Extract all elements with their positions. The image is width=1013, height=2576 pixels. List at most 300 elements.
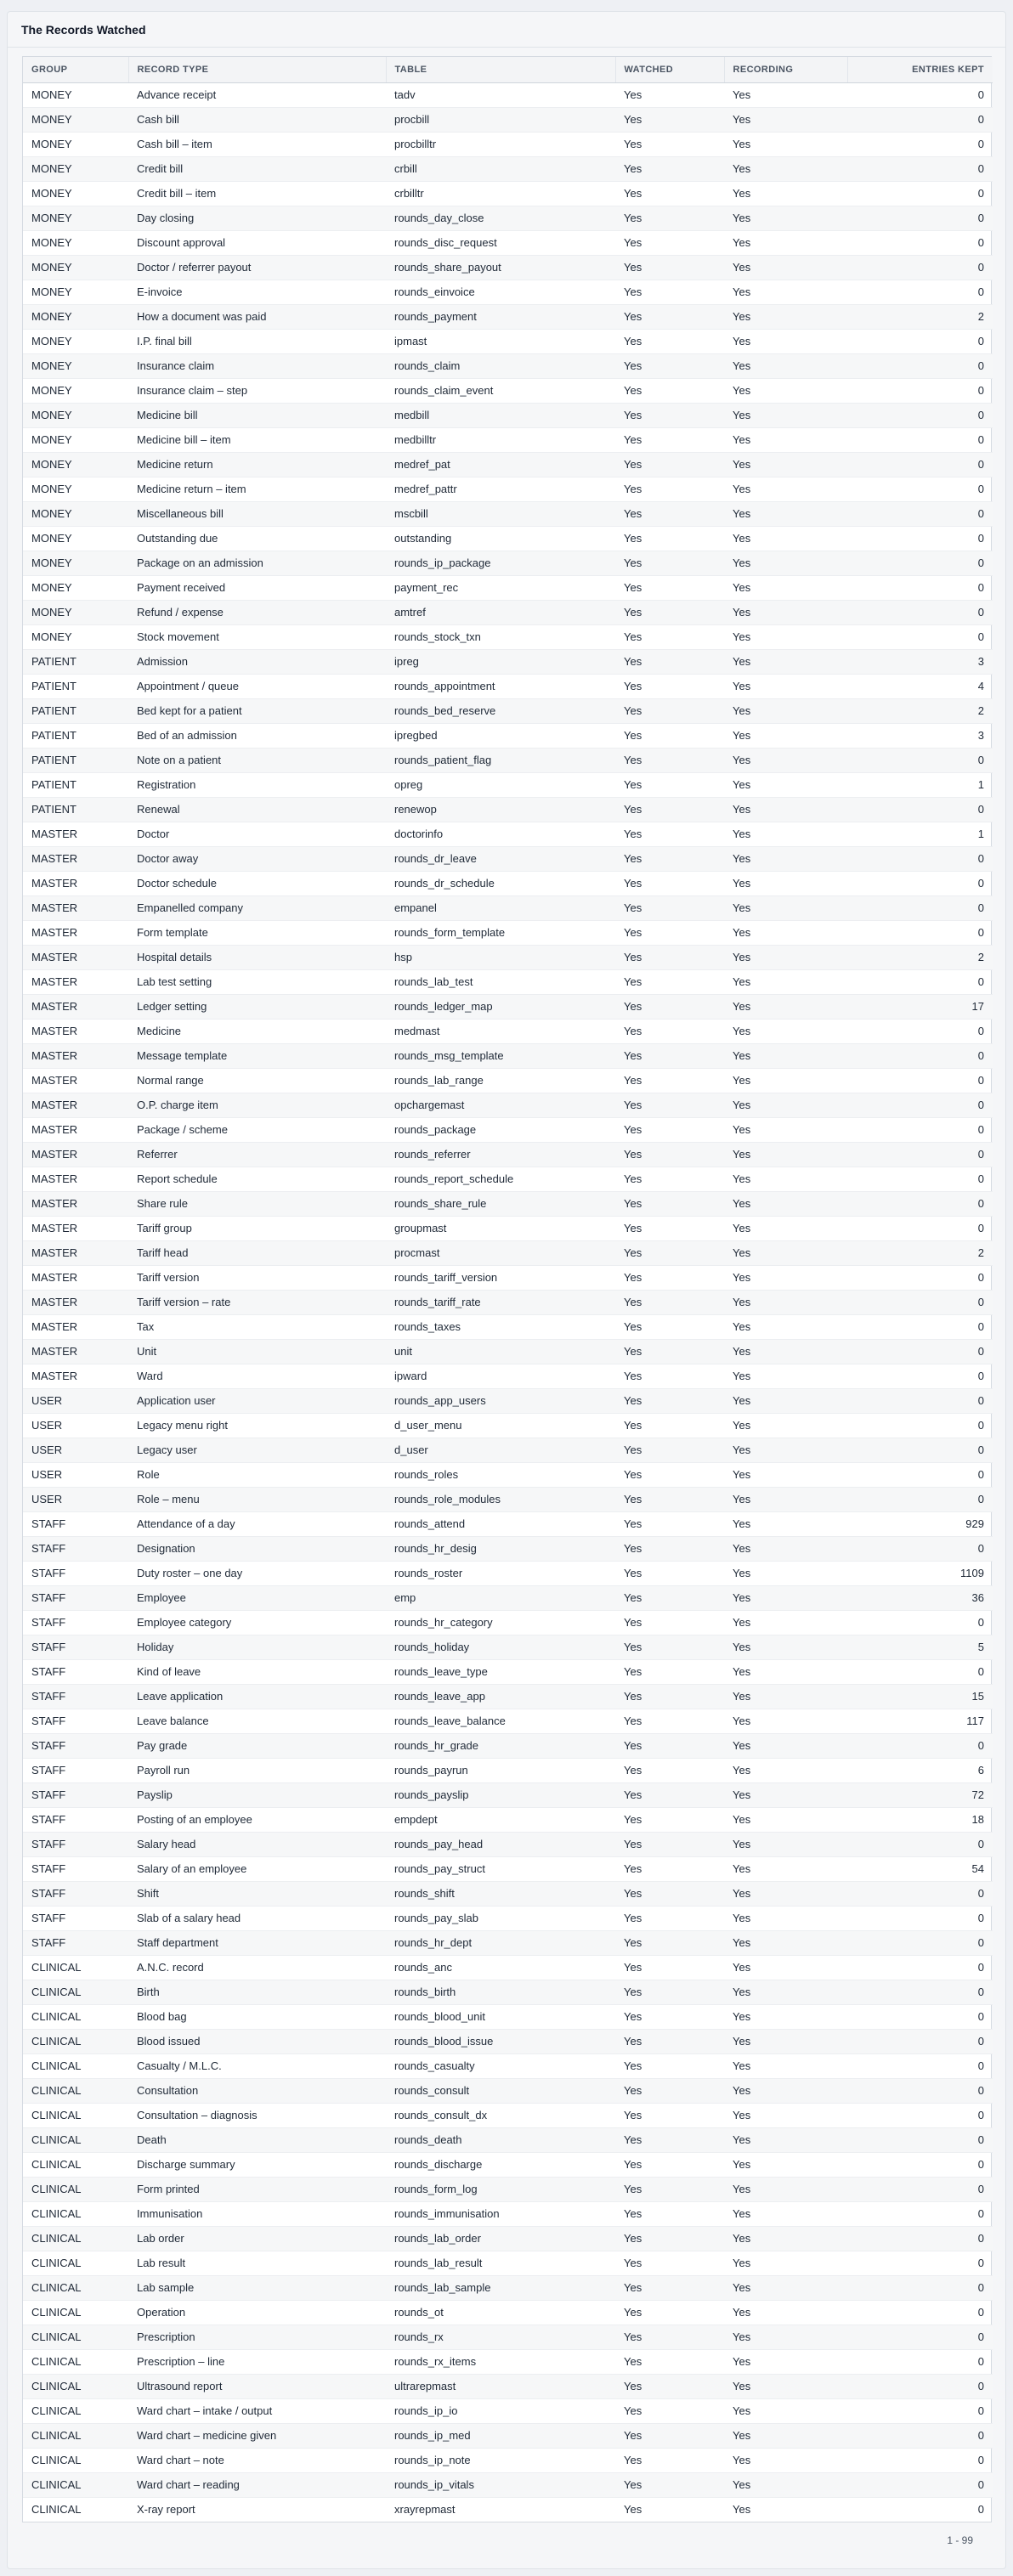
- group-cell: STAFF: [23, 1930, 128, 1955]
- group-cell: CLINICAL: [23, 2226, 128, 2251]
- table-row[interactable]: [23, 2201, 993, 2226]
- group-cell: MASTER: [23, 1290, 128, 1314]
- table-row[interactable]: [23, 649, 993, 674]
- table-row[interactable]: [23, 1413, 993, 1438]
- table-row[interactable]: [23, 1758, 993, 1782]
- recording-cell: Yes: [724, 1364, 847, 1388]
- table-row[interactable]: [23, 1093, 993, 1117]
- table-row[interactable]: [23, 1438, 993, 1462]
- table-row[interactable]: [23, 2103, 993, 2127]
- watched-cell: Yes: [615, 1019, 724, 1043]
- group-cell: CLINICAL: [23, 2201, 128, 2226]
- record-type-cell: Tariff version: [128, 1265, 386, 1290]
- record-type-cell: Form template: [128, 920, 386, 945]
- table-row[interactable]: [23, 1930, 993, 1955]
- table-row[interactable]: [23, 624, 993, 649]
- table-row[interactable]: [23, 1610, 993, 1635]
- record-type-cell: Blood bag: [128, 2004, 386, 2029]
- table-row[interactable]: [23, 280, 993, 304]
- table-row[interactable]: [23, 772, 993, 797]
- watched-cell: Yes: [615, 2349, 724, 2374]
- table-name-cell: rounds_immunisation: [386, 2201, 615, 2226]
- entries-kept-cell: 3: [847, 723, 993, 748]
- watched-cell: Yes: [615, 674, 724, 698]
- table-row[interactable]: [23, 82, 993, 107]
- table-name-cell: rounds_rx_items: [386, 2349, 615, 2374]
- recording-cell: Yes: [724, 1117, 847, 1142]
- table-row[interactable]: [23, 1856, 993, 1881]
- watched-cell: Yes: [615, 772, 724, 797]
- recording-cell: Yes: [724, 1856, 847, 1881]
- watched-cell: Yes: [615, 2152, 724, 2177]
- recording-cell: Yes: [724, 1733, 847, 1758]
- table-row[interactable]: [23, 2300, 993, 2325]
- group-cell: STAFF: [23, 1635, 128, 1659]
- table-name-cell: hsp: [386, 945, 615, 969]
- entries-kept-cell: 0: [847, 2275, 993, 2300]
- table-row[interactable]: [23, 600, 993, 624]
- recording-cell: Yes: [724, 2275, 847, 2300]
- table-row[interactable]: [23, 378, 993, 403]
- record-type-cell: Doctor schedule: [128, 871, 386, 895]
- table-row[interactable]: [23, 1339, 993, 1364]
- record-type-cell: Lab test setting: [128, 969, 386, 994]
- table-row[interactable]: [23, 1487, 993, 1511]
- record-type-cell: Slab of a salary head: [128, 1906, 386, 1930]
- table-row[interactable]: [23, 2472, 993, 2497]
- table-name-cell: rounds_payslip: [386, 1782, 615, 1807]
- table-row[interactable]: [23, 1561, 993, 1585]
- entries-kept-cell: 0: [847, 1930, 993, 1955]
- watched-cell: Yes: [615, 132, 724, 156]
- entries-kept-cell: 0: [847, 2349, 993, 2374]
- watched-cell: Yes: [615, 1240, 724, 1265]
- recording-cell: Yes: [724, 1930, 847, 1955]
- table-name-cell: medref_pat: [386, 452, 615, 477]
- entries-kept-cell: 1: [847, 772, 993, 797]
- table-row[interactable]: [23, 2127, 993, 2152]
- table-name-cell: rounds_dr_leave: [386, 846, 615, 871]
- entries-kept-cell: 0: [847, 2251, 993, 2275]
- table-row[interactable]: [23, 551, 993, 575]
- table-row[interactable]: [23, 2349, 993, 2374]
- table-name-cell: rounds_blood_issue: [386, 2029, 615, 2053]
- table-row[interactable]: [23, 575, 993, 600]
- table-row[interactable]: [23, 427, 993, 452]
- table-row[interactable]: [23, 1511, 993, 1536]
- recording-cell: Yes: [724, 1339, 847, 1364]
- group-cell: MASTER: [23, 822, 128, 846]
- table-row[interactable]: [23, 2423, 993, 2448]
- group-cell: MONEY: [23, 156, 128, 181]
- entries-kept-cell: 0: [847, 181, 993, 206]
- group-cell: STAFF: [23, 1709, 128, 1733]
- record-type-cell: A.N.C. record: [128, 1955, 386, 1980]
- table-row[interactable]: [23, 1980, 993, 2004]
- recording-cell: Yes: [724, 649, 847, 674]
- table-name-cell: rounds_ip_vitals: [386, 2472, 615, 2497]
- table-row[interactable]: [23, 526, 993, 551]
- group-cell: STAFF: [23, 1511, 128, 1536]
- table-name-cell: rounds_payment: [386, 304, 615, 329]
- watched-cell: Yes: [615, 1610, 724, 1635]
- table-row[interactable]: [23, 1240, 993, 1265]
- entries-kept-cell: 0: [847, 1906, 993, 1930]
- table-row[interactable]: [23, 797, 993, 822]
- entries-kept-cell: 0: [847, 156, 993, 181]
- record-type-cell: Designation: [128, 1536, 386, 1561]
- recording-cell: Yes: [724, 1093, 847, 1117]
- table-name-cell: rounds_dr_schedule: [386, 871, 615, 895]
- table-row[interactable]: [23, 1733, 993, 1758]
- table-row[interactable]: [23, 2325, 993, 2349]
- table-name-cell: rounds_package: [386, 1117, 615, 1142]
- record-type-cell: Medicine bill: [128, 403, 386, 427]
- record-type-cell: How a document was paid: [128, 304, 386, 329]
- table-row[interactable]: [23, 1635, 993, 1659]
- table-row[interactable]: [23, 1906, 993, 1930]
- group-cell: MONEY: [23, 600, 128, 624]
- watched-cell: Yes: [615, 206, 724, 230]
- column-header-group[interactable]: GROUP: [23, 57, 128, 82]
- recording-cell: Yes: [724, 156, 847, 181]
- table-row[interactable]: [23, 1019, 993, 1043]
- table-name-cell: ultrarepmast: [386, 2374, 615, 2398]
- table-name-cell: d_user: [386, 1438, 615, 1462]
- column-header-entries-kept[interactable]: ENTRIES KEPT: [847, 57, 993, 82]
- table-row[interactable]: [23, 1388, 993, 1413]
- record-type-cell: Ward chart – intake / output: [128, 2398, 386, 2423]
- record-type-cell: Report schedule: [128, 1167, 386, 1191]
- table-name-cell: rounds_consult_dx: [386, 2103, 615, 2127]
- watched-cell: Yes: [615, 1265, 724, 1290]
- group-cell: PATIENT: [23, 649, 128, 674]
- record-type-cell: Medicine: [128, 1019, 386, 1043]
- watched-cell: Yes: [615, 1487, 724, 1511]
- table-row[interactable]: [23, 2251, 993, 2275]
- watched-cell: Yes: [615, 501, 724, 526]
- table-row[interactable]: [23, 1462, 993, 1487]
- table-row[interactable]: [23, 181, 993, 206]
- table-name-cell: rounds_blood_unit: [386, 2004, 615, 2029]
- watched-cell: Yes: [615, 1339, 724, 1364]
- watched-cell: Yes: [615, 1043, 724, 1068]
- watched-cell: Yes: [615, 156, 724, 181]
- entries-kept-cell: 0: [847, 353, 993, 378]
- table-row[interactable]: [23, 1043, 993, 1068]
- column-header-recording[interactable]: RECORDING: [724, 57, 847, 82]
- table-name-cell: rounds_shift: [386, 1881, 615, 1906]
- record-type-cell: Refund / expense: [128, 600, 386, 624]
- table-row[interactable]: [23, 2374, 993, 2398]
- entries-kept-cell: 1109: [847, 1561, 993, 1585]
- table-row[interactable]: [23, 1265, 993, 1290]
- watched-cell: Yes: [615, 2423, 724, 2448]
- entries-kept-cell: 0: [847, 255, 993, 280]
- entries-kept-cell: 0: [847, 1216, 993, 1240]
- table-name-cell: rounds_attend: [386, 1511, 615, 1536]
- watched-cell: Yes: [615, 2103, 724, 2127]
- recording-cell: Yes: [724, 2349, 847, 2374]
- group-cell: STAFF: [23, 1585, 128, 1610]
- watched-cell: Yes: [615, 649, 724, 674]
- recording-cell: Yes: [724, 920, 847, 945]
- table-row[interactable]: [23, 994, 993, 1019]
- table-row[interactable]: [23, 1955, 993, 1980]
- watched-cell: Yes: [615, 723, 724, 748]
- watched-cell: Yes: [615, 353, 724, 378]
- record-type-cell: Ward chart – medicine given: [128, 2423, 386, 2448]
- table-row[interactable]: [23, 2398, 993, 2423]
- table-row[interactable]: [23, 452, 993, 477]
- table-row[interactable]: [23, 230, 993, 255]
- table-name-cell: rounds_form_log: [386, 2177, 615, 2201]
- table-row[interactable]: [23, 945, 993, 969]
- table-name-cell: rounds_hr_grade: [386, 1733, 615, 1758]
- group-cell: STAFF: [23, 1684, 128, 1709]
- record-type-cell: Form printed: [128, 2177, 386, 2201]
- group-cell: MASTER: [23, 1068, 128, 1093]
- recording-cell: Yes: [724, 1314, 847, 1339]
- group-cell: MASTER: [23, 1019, 128, 1043]
- watched-cell: Yes: [615, 1142, 724, 1167]
- group-cell: MASTER: [23, 1117, 128, 1142]
- table-row[interactable]: [23, 871, 993, 895]
- table-row[interactable]: [23, 2177, 993, 2201]
- table-name-cell: unit: [386, 1339, 615, 1364]
- table-row[interactable]: [23, 1709, 993, 1733]
- table-row[interactable]: [23, 846, 993, 871]
- table-name-cell: procbill: [386, 107, 615, 132]
- column-header-record-type[interactable]: RECORD TYPE: [128, 57, 386, 82]
- table-name-cell: rounds_hr_desig: [386, 1536, 615, 1561]
- table-row[interactable]: [23, 501, 993, 526]
- table-row[interactable]: [23, 698, 993, 723]
- group-cell: MASTER: [23, 1093, 128, 1117]
- watched-cell: Yes: [615, 920, 724, 945]
- table-row[interactable]: [23, 477, 993, 501]
- group-cell: CLINICAL: [23, 2152, 128, 2177]
- table-row[interactable]: [23, 1167, 993, 1191]
- table-row[interactable]: [23, 920, 993, 945]
- recording-cell: Yes: [724, 501, 847, 526]
- table-row[interactable]: [23, 2029, 993, 2053]
- table-name-cell: medref_pattr: [386, 477, 615, 501]
- entries-kept-cell: 0: [847, 871, 993, 895]
- entries-kept-cell: 0: [847, 846, 993, 871]
- recording-cell: Yes: [724, 427, 847, 452]
- watched-cell: Yes: [615, 1881, 724, 1906]
- table-row[interactable]: [23, 1659, 993, 1684]
- table-row[interactable]: [23, 822, 993, 846]
- entries-kept-cell: 0: [847, 551, 993, 575]
- recording-cell: Yes: [724, 1980, 847, 2004]
- table-row[interactable]: [23, 107, 993, 132]
- record-type-cell: Medicine bill – item: [128, 427, 386, 452]
- table-row[interactable]: [23, 1881, 993, 1906]
- recording-cell: Yes: [724, 1240, 847, 1265]
- table-row[interactable]: [23, 1832, 993, 1856]
- entries-kept-cell: 0: [847, 1019, 993, 1043]
- table-row[interactable]: [23, 2004, 993, 2029]
- table-name-cell: rounds_share_payout: [386, 255, 615, 280]
- table-row[interactable]: [23, 1216, 993, 1240]
- table-row[interactable]: [23, 156, 993, 181]
- table-row[interactable]: [23, 2226, 993, 2251]
- group-cell: MASTER: [23, 945, 128, 969]
- record-type-cell: Leave balance: [128, 1709, 386, 1733]
- records-table-container: [22, 56, 992, 2522]
- table-row[interactable]: [23, 2078, 993, 2103]
- record-type-cell: Doctor / referrer payout: [128, 255, 386, 280]
- table-row[interactable]: [23, 2053, 993, 2078]
- table-row[interactable]: [23, 895, 993, 920]
- watched-cell: Yes: [615, 1068, 724, 1093]
- recording-cell: Yes: [724, 1068, 847, 1093]
- table-row[interactable]: [23, 255, 993, 280]
- table-row[interactable]: [23, 1536, 993, 1561]
- table-row[interactable]: [23, 1364, 993, 1388]
- table-row[interactable]: [23, 969, 993, 994]
- table-row[interactable]: [23, 723, 993, 748]
- entries-kept-cell: 6: [847, 1758, 993, 1782]
- recording-cell: Yes: [724, 452, 847, 477]
- table-name-cell: rounds_appointment: [386, 674, 615, 698]
- watched-cell: Yes: [615, 698, 724, 723]
- table-header-row: [23, 57, 993, 82]
- group-cell: CLINICAL: [23, 1980, 128, 2004]
- table-name-cell: amtref: [386, 600, 615, 624]
- column-header-table[interactable]: TABLE: [386, 57, 615, 82]
- recording-cell: Yes: [724, 82, 847, 107]
- record-type-cell: Ward: [128, 1364, 386, 1388]
- recording-cell: Yes: [724, 378, 847, 403]
- table-row[interactable]: [23, 674, 993, 698]
- watched-cell: Yes: [615, 230, 724, 255]
- recording-cell: Yes: [724, 1561, 847, 1585]
- entries-kept-cell: 0: [847, 2004, 993, 2029]
- group-cell: STAFF: [23, 1659, 128, 1684]
- recording-cell: Yes: [724, 1585, 847, 1610]
- watched-cell: Yes: [615, 1462, 724, 1487]
- group-cell: MONEY: [23, 181, 128, 206]
- table-name-cell: rounds_leave_type: [386, 1659, 615, 1684]
- record-type-cell: Message template: [128, 1043, 386, 1068]
- table-name-cell: opchargemast: [386, 1093, 615, 1117]
- table-row[interactable]: [23, 206, 993, 230]
- recording-cell: Yes: [724, 2177, 847, 2201]
- recording-cell: Yes: [724, 2029, 847, 2053]
- record-type-cell: Admission: [128, 649, 386, 674]
- recording-cell: Yes: [724, 2127, 847, 2152]
- table-row[interactable]: [23, 1068, 993, 1093]
- table-name-cell: rounds_leave_balance: [386, 1709, 615, 1733]
- table-name-cell: groupmast: [386, 1216, 615, 1240]
- record-type-cell: Immunisation: [128, 2201, 386, 2226]
- recording-cell: Yes: [733, 2503, 751, 2517]
- record-type-cell: Insurance claim – step: [128, 378, 386, 403]
- group-cell: USER: [23, 1413, 128, 1438]
- table-row[interactable]: [23, 1142, 993, 1167]
- watched-cell: Yes: [615, 2300, 724, 2325]
- column-header-watched[interactable]: WATCHED: [615, 57, 724, 82]
- table-name-cell: outstanding: [386, 526, 615, 551]
- watched-cell: Yes: [615, 403, 724, 427]
- table-name-cell: rounds_claim: [386, 353, 615, 378]
- table-row[interactable]: [23, 1290, 993, 1314]
- record-type-cell: Credit bill: [128, 156, 386, 181]
- recording-cell: Yes: [724, 1265, 847, 1290]
- table-name-cell: rounds_share_rule: [386, 1191, 615, 1216]
- entries-kept-cell: 0: [847, 2029, 993, 2053]
- table-row[interactable]: [23, 2497, 993, 2522]
- group-cell: PATIENT: [23, 772, 128, 797]
- record-type-cell: Medicine return: [128, 452, 386, 477]
- table-row[interactable]: [23, 748, 993, 772]
- entries-kept-cell: 0: [847, 2177, 993, 2201]
- entries-kept-cell: 0: [847, 1487, 993, 1511]
- table-row[interactable]: [23, 403, 993, 427]
- table-row[interactable]: [23, 2448, 993, 2472]
- table-row[interactable]: [23, 1807, 993, 1832]
- record-type-cell: Role: [128, 1462, 386, 1487]
- group-cell: MONEY: [23, 526, 128, 551]
- watched-cell: Yes: [615, 2448, 724, 2472]
- table-row[interactable]: [23, 1314, 993, 1339]
- group-cell: MONEY: [23, 255, 128, 280]
- table-name-cell: rounds_tariff_version: [386, 1265, 615, 1290]
- watched-cell: Yes: [615, 2251, 724, 2275]
- table-row[interactable]: [23, 1117, 993, 1142]
- recording-cell: Yes: [724, 2004, 847, 2029]
- group-cell: STAFF: [23, 1856, 128, 1881]
- watched-cell: Yes: [615, 255, 724, 280]
- group-cell: PATIENT: [23, 748, 128, 772]
- table-row[interactable]: [23, 329, 993, 353]
- table-row[interactable]: [23, 304, 993, 329]
- record-type-cell: Holiday: [128, 1635, 386, 1659]
- record-type-cell: Normal range: [128, 1068, 386, 1093]
- group-cell: MASTER: [23, 1191, 128, 1216]
- watched-cell: Yes: [615, 1216, 724, 1240]
- record-type-cell: Lab sample: [128, 2275, 386, 2300]
- entries-kept-cell: 929: [847, 1511, 993, 1536]
- record-type-cell: Day closing: [128, 206, 386, 230]
- watched-cell: Yes: [615, 1758, 724, 1782]
- table-row[interactable]: [23, 1191, 993, 1216]
- watched-cell: Yes: [615, 2177, 724, 2201]
- watched-cell: Yes: [615, 1955, 724, 1980]
- table-row[interactable]: [23, 1782, 993, 1807]
- table-name-cell: opreg: [386, 772, 615, 797]
- record-type-cell: Insurance claim: [128, 353, 386, 378]
- table-row[interactable]: [23, 353, 993, 378]
- table-name-cell: rounds_birth: [386, 1980, 615, 2004]
- table-row[interactable]: [23, 2275, 993, 2300]
- table-row[interactable]: [23, 1585, 993, 1610]
- group-cell: STAFF: [23, 1906, 128, 1930]
- table-name-cell: rounds_lab_order: [386, 2226, 615, 2251]
- group-cell: CLINICAL: [23, 2472, 128, 2497]
- recording-cell: Yes: [724, 1906, 847, 1930]
- watched-cell: Yes: [615, 329, 724, 353]
- table-row[interactable]: [23, 1684, 993, 1709]
- record-type-cell: Ward chart – note: [128, 2448, 386, 2472]
- group-cell: MASTER: [23, 1339, 128, 1364]
- table-row[interactable]: [23, 2152, 993, 2177]
- table-name-cell: rounds_stock_txn: [386, 624, 615, 649]
- table-row[interactable]: [23, 132, 993, 156]
